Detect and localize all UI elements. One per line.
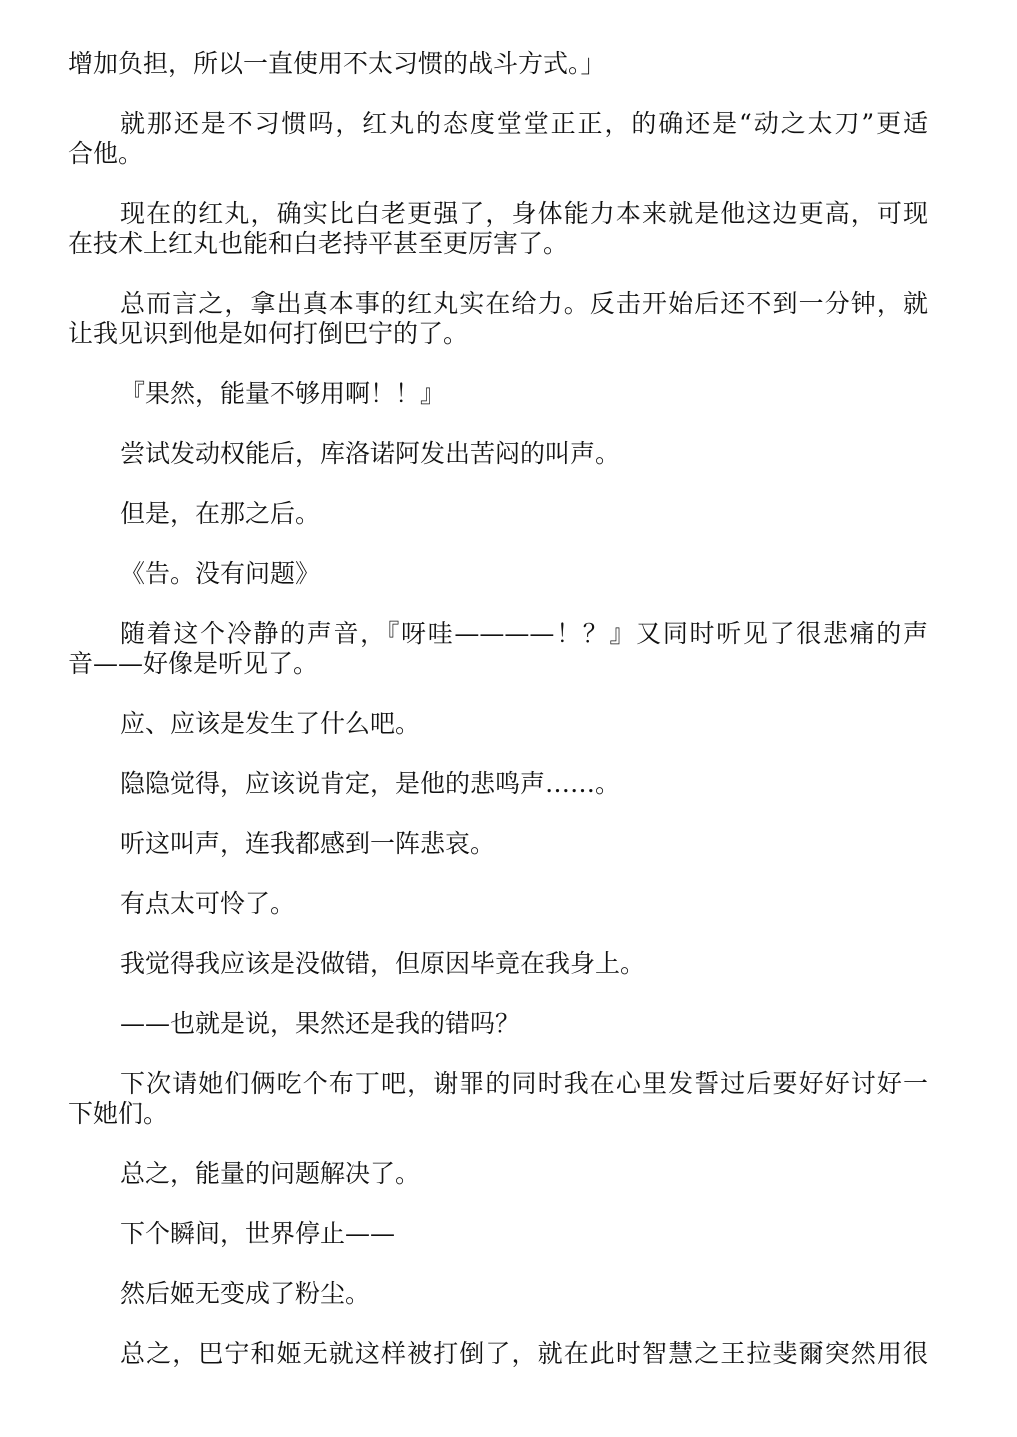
text-line: 但是，在那之后。	[120, 499, 321, 528]
text-line: 《告。没有问题》	[120, 559, 321, 588]
text-line: 『果然，能量不够用啊！！』	[120, 379, 446, 408]
paragraph	[68, 1219, 928, 1249]
text-line: 在技术上红丸也能和白老持平甚至更厉害了。	[68, 229, 569, 258]
text-line: 下她们。	[68, 1099, 169, 1128]
text-line: ——也就是说，果然还是我的错吗？	[120, 1009, 521, 1038]
text-line: 总之，能量的问题解决了。	[120, 1159, 421, 1188]
paragraph	[68, 889, 928, 919]
text-line: 总而言之，拿出真本事的红丸实在给力。反击开始后还不到一分钟，就	[120, 289, 928, 318]
paragraph	[68, 49, 928, 79]
paragraph	[68, 1069, 928, 1129]
paragraph	[68, 439, 928, 469]
paragraph	[68, 559, 928, 589]
paragraph	[68, 109, 928, 169]
text-line: 合他。	[68, 139, 144, 168]
text-line: 总之，巴宁和姬无就这样被打倒了，就在此时智慧之王拉斐爾突然用很	[120, 1339, 928, 1368]
text-line: 下个瞬间，世界停止——	[120, 1219, 396, 1248]
text-line: 我觉得我应该是没做错，但原因毕竟在我身上。	[120, 949, 646, 978]
text-line: 音——好像是听见了。	[68, 649, 319, 678]
text-line: 听这叫声，连我都感到一阵悲哀。	[120, 829, 496, 858]
document-page	[68, 49, 928, 1399]
paragraph	[68, 379, 928, 409]
paragraph	[68, 1009, 928, 1039]
paragraph	[68, 499, 928, 529]
text-line: 增加负担，所以一直使用不太习惯的战斗方式。」	[68, 49, 606, 78]
paragraph	[68, 199, 928, 259]
paragraph	[68, 709, 928, 739]
paragraph	[68, 1339, 928, 1369]
text-line: 现在的红丸，确实比白老更强了，身体能力本来就是他这边更高，可现	[120, 199, 928, 228]
text-line: 然后姬无变成了粉尘。	[120, 1279, 371, 1308]
paragraph	[68, 829, 928, 859]
text-line: 有点太可怜了。	[120, 889, 296, 918]
paragraph	[68, 769, 928, 799]
text-line: 让我见识到他是如何打倒巴宁的了。	[68, 319, 469, 348]
text-line: 就那还是不习惯吗，红丸的态度堂堂正正，的确还是“动之太刀”更适	[120, 109, 928, 138]
text-line: 下次请她们俩吃个布丁吧，谢罪的同时我在心里发誓过后要好好讨好一	[120, 1069, 928, 1098]
text-line: 随着这个冷静的声音，『呀哇————！？』又同时听见了很悲痛的声	[120, 619, 928, 648]
paragraph	[68, 289, 928, 349]
text-line: 隐隐觉得，应该说肯定，是他的悲鸣声……。	[120, 769, 621, 798]
text-line: 尝试发动权能后，库洛诺阿发出苦闷的叫声。	[120, 439, 621, 468]
paragraph	[68, 619, 928, 679]
text-line: 应、应该是发生了什么吧。	[120, 709, 421, 738]
paragraph	[68, 1159, 928, 1189]
paragraph	[68, 949, 928, 979]
paragraph	[68, 1279, 928, 1309]
